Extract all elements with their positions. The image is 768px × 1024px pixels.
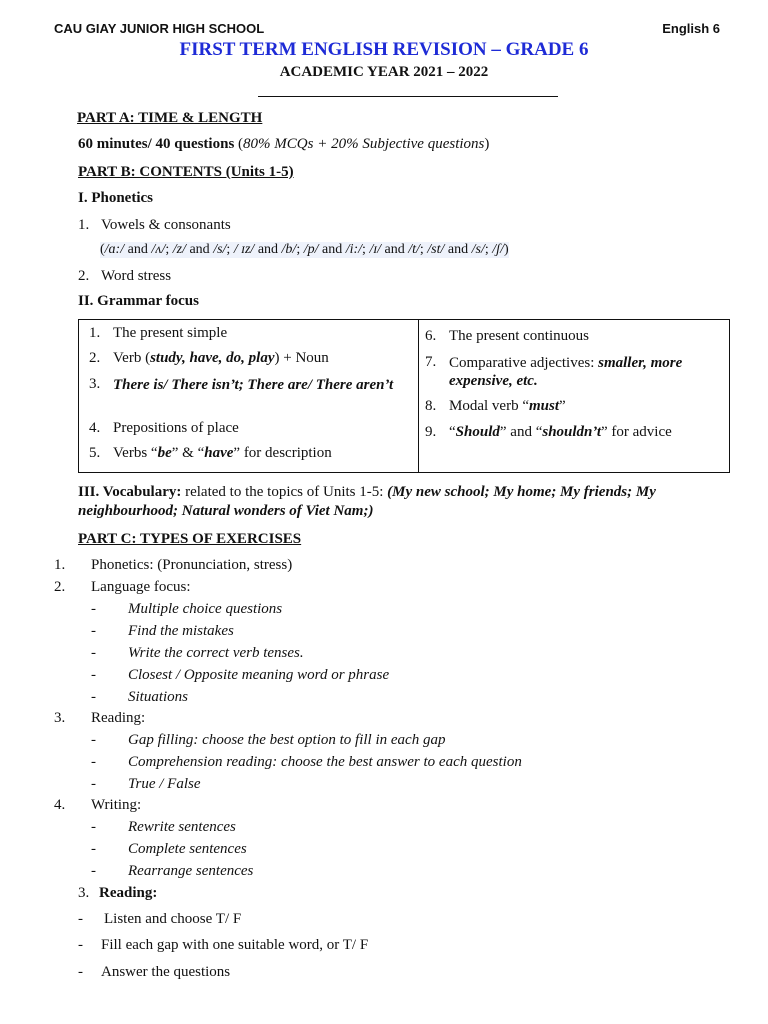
subject-label: English 6 — [662, 21, 720, 36]
ipa-symbol: /t/ — [408, 242, 420, 257]
vocabulary-line-2: neighbourhood; Natural wonders of Viet Nam;) — [78, 503, 374, 519]
academic-year: ACADEMIC YEAR 2021 – 2022 — [279, 64, 489, 80]
exercise-type-item: 4. Writing: — [54, 797, 142, 813]
title-underline — [258, 96, 558, 97]
ipa-symbol: /st/ — [427, 242, 445, 257]
extra-reading-heading: 3. Reading: — [78, 885, 158, 901]
extra-reading-item: - Fill each gap with one suitable word, or T/ F — [78, 937, 369, 953]
document-title: FIRST TERM ENGLISH REVISION – GRADE 6 — [179, 39, 589, 60]
part-b-heading: PART B: CONTENTS (Units 1-5) — [78, 164, 294, 180]
exercise-subtype-item: - Rewrite sentences — [91, 819, 236, 835]
test-length: 60 minutes/ 40 questions (80% MCQs + 20% Subjective questions) — [78, 136, 490, 152]
phonetics-item-1: 1. Vowels & consonants — [78, 217, 231, 233]
exercise-subtype-item: - Rearrange sentences — [91, 863, 254, 879]
ipa-symbol: /s/ — [471, 242, 485, 257]
part-a-heading: PART A: TIME & LENGTH — [77, 110, 263, 126]
exercise-type-item: 2. Language focus: — [54, 579, 191, 595]
phonetics-item-2: 2. Word stress — [78, 268, 172, 284]
ipa-sound-pairs: (/ɑ:/ and /ʌ/; /z/ and /s/; / ɪz/ and /b/; /p/ and /i:/; /ɪ/ and /t/; /st/ and /s/; /ʃ/) — [100, 242, 509, 257]
exercise-type-label: Phonetics: (Pronunciation, stress) — [91, 557, 293, 573]
ipa-symbol: /ʃ/ — [492, 242, 505, 257]
ipa-symbol: /s/ — [213, 242, 227, 257]
ipa-symbol: /i:/ — [345, 242, 363, 257]
exercise-subtype-item: - Find the mistakes — [91, 623, 234, 639]
school-name: CAU GIAY JUNIOR HIGH SCHOOL — [54, 21, 265, 36]
ipa-symbol: /b/ — [281, 242, 297, 257]
ipa-symbol: /ɑ:/ — [104, 242, 125, 257]
test-length-bold: 60 minutes/ 40 questions — [78, 136, 235, 152]
exercise-subtype-item: - Closest / Opposite meaning word or phrase — [91, 667, 390, 683]
exercise-type-item: 1. Phonetics: (Pronunciation, stress) — [54, 557, 293, 573]
test-length-split: 80% MCQs + 20% Subjective questions — [243, 136, 485, 152]
part-c-heading: PART C: TYPES OF EXERCISES — [78, 531, 302, 547]
phonetics-heading: I. Phonetics — [78, 190, 153, 206]
extra-reading-item: - Listen and choose T/ F — [78, 911, 242, 927]
exercise-subtype-item: - Situations — [91, 689, 189, 705]
exercise-subtype-item: - Comprehension reading: choose the best answer to each question — [91, 754, 522, 770]
exercise-subtype-item: - Multiple choice questions — [91, 601, 283, 617]
exercise-type-item: 3. Reading: — [54, 710, 146, 726]
exercise-subtype-item: - Gap filling: choose the best option to fill in each gap — [91, 732, 446, 748]
exercise-subtype-item: - Write the correct verb tenses. — [91, 645, 304, 661]
ipa-symbol: /ʌ/ — [151, 242, 166, 257]
exercise-subtype-item: - Complete sentences — [91, 841, 247, 857]
exercise-type-label: Language focus: — [91, 579, 191, 595]
exercise-type-label: Reading: — [91, 710, 146, 726]
exercise-subtype-item: - True / False — [91, 776, 201, 792]
ipa-symbol: /ɪ/ — [369, 242, 381, 257]
vocabulary-line-1: III. Vocabulary: related to the topics of Units 1-5: (My new school; My home; My friends; My — [78, 484, 656, 500]
table-divider — [418, 320, 419, 472]
ipa-symbol: /z/ — [172, 242, 186, 257]
ipa-symbol: / ɪz/ — [233, 242, 255, 257]
ipa-symbol: /p/ — [303, 242, 319, 257]
extra-reading-item: - Answer the questions — [78, 964, 231, 980]
grammar-table: 1. The present simple 2. Verb (study, have, do, play) + Noun 3. There is/ There isn’t; There are/ There aren’t 4. Prepositions of place 5. Verbs “be” & “have” for description 6. The present continuous 7. Comparative adjectives: smaller, more expensive, etc. 8. Modal verb “must” 9. “Should” and “shouldn’t” for advice — [78, 319, 730, 473]
exercise-type-label: Writing: — [91, 797, 142, 813]
grammar-heading: II. Grammar focus — [78, 293, 199, 309]
